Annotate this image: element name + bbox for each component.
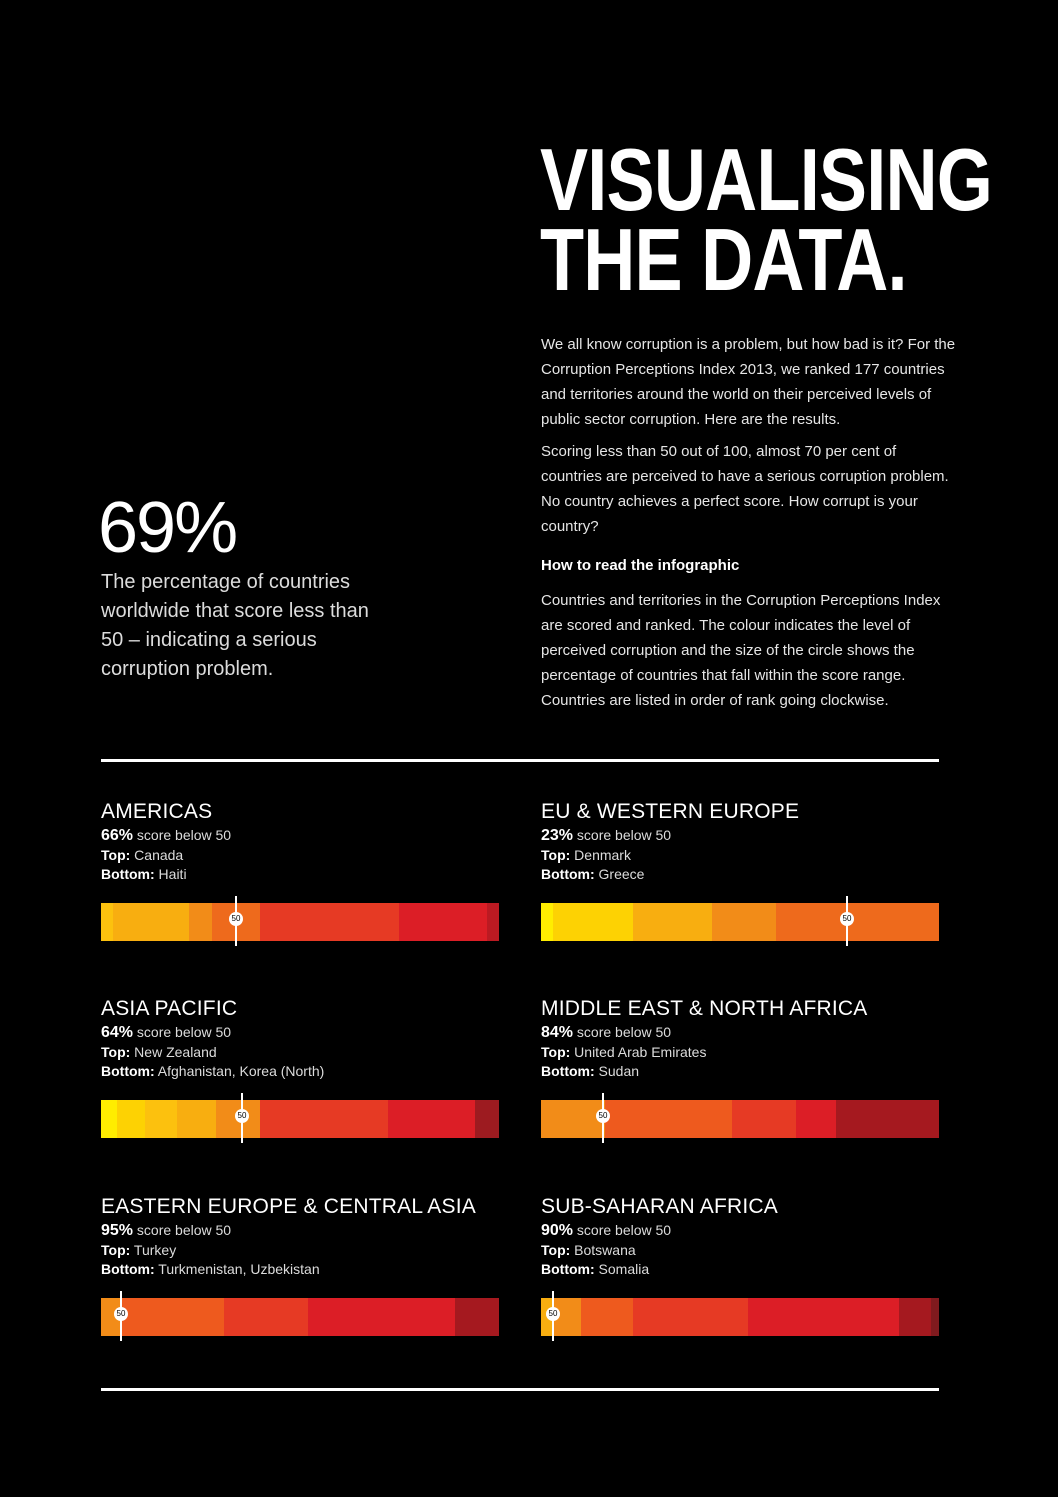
score-bar-segment (475, 1100, 499, 1138)
region-percent-caption: score below 50 (136, 1222, 232, 1238)
intro-paragraph-1: We all know corruption is a problem, but how bad is it? For the Corruption Perceptions Index 2013, we ranked 177 countries and territories around the world on their perceived levels of public sector corruption. Here are the results. (541, 336, 956, 428)
score-bar-segment (581, 1298, 633, 1336)
score-bar-segment (748, 1298, 899, 1336)
bottom-label: Bottom: (541, 866, 595, 882)
region-name: SUB-SAHARAN AFRICA (541, 1195, 778, 1218)
score-bar-segment (177, 1100, 217, 1138)
region-top-line (101, 846, 499, 865)
score-bar-segment (732, 1100, 796, 1138)
score-50-marker-label: 50 (235, 1109, 249, 1123)
score-bar-segment (899, 1298, 931, 1336)
score-bar-segment (541, 1100, 605, 1138)
score-bar-segment (633, 1298, 748, 1336)
region-percent-line (101, 825, 499, 846)
top-label: Top: (541, 1242, 571, 1258)
headline-description: The percentage of countries worldwide that score less than 50 – indicating a serious corruption problem. (101, 571, 369, 680)
score-bar-segment (224, 1298, 308, 1336)
region-percent-caption: score below 50 (576, 1024, 672, 1040)
region-percent: 84% (541, 1024, 574, 1041)
region-top-line (541, 1241, 939, 1260)
region-top-country: New Zealand (134, 1044, 217, 1060)
region-top-line (541, 846, 939, 865)
region-bottom-country: Sudan (598, 1063, 640, 1079)
region-bottom-line (541, 865, 939, 884)
region-percent-caption: score below 50 (136, 827, 232, 843)
howto-heading: How to read the infographic (541, 557, 740, 574)
region-top-line (541, 1043, 939, 1062)
region-percent: 95% (101, 1222, 134, 1239)
region-bottom-country: Somalia (598, 1261, 650, 1277)
region-top-line (101, 1241, 499, 1260)
bottom-label: Bottom: (541, 1261, 595, 1277)
score-50-marker-label: 50 (596, 1109, 610, 1123)
region-percent-line (541, 1220, 939, 1241)
region-percent: 90% (541, 1222, 574, 1239)
region-percent: 23% (541, 827, 574, 844)
score-bar-segment (541, 903, 553, 941)
bottom-label: Bottom: (101, 1261, 155, 1277)
bottom-divider (101, 1388, 939, 1391)
score-50-marker-label: 50 (229, 912, 243, 926)
score-bar-segment (776, 903, 939, 941)
score-bar (101, 903, 499, 941)
score-bar (541, 903, 939, 941)
region-percent-line (101, 1022, 499, 1043)
region-name: AMERICAS (101, 800, 213, 823)
region-percent: 66% (101, 827, 134, 844)
page-title-line-1: VISUALISING (540, 130, 993, 229)
score-bar-segment (260, 903, 399, 941)
score-bar-segment (399, 903, 487, 941)
score-bar-segment (605, 1100, 732, 1138)
region-eu-western-europe (541, 799, 939, 923)
region-percent-caption: score below 50 (576, 1222, 672, 1238)
score-bar-segment (308, 1298, 455, 1336)
top-divider (101, 759, 939, 762)
region-americas (101, 799, 499, 923)
bottom-label: Bottom: (101, 1063, 155, 1079)
score-bar (101, 1100, 499, 1138)
region-name: EASTERN EUROPE & CENTRAL ASIA (101, 1195, 476, 1218)
region-top-line (101, 1043, 499, 1062)
top-label: Top: (101, 1242, 131, 1258)
score-bar-segment (553, 903, 633, 941)
score-bar (541, 1298, 939, 1336)
region-top-country: Turkey (133, 1242, 177, 1258)
region-name: EU & WESTERN EUROPE (541, 800, 800, 823)
score-bar-segment (931, 1298, 939, 1336)
top-label: Top: (101, 1044, 131, 1060)
page-title (540, 130, 993, 309)
score-bar-segment (633, 903, 713, 941)
bottom-label: Bottom: (541, 1063, 595, 1079)
region-name: ASIA PACIFIC (101, 997, 238, 1020)
score-bar-segment (260, 1100, 387, 1138)
region-bottom-country: Turkmenistan, Uzbekistan (158, 1261, 320, 1277)
region-percent-line (541, 1022, 939, 1043)
region-bottom-line (541, 1062, 939, 1081)
score-50-marker-label: 50 (546, 1307, 560, 1321)
score-bar-segment (796, 1100, 836, 1138)
region-percent-line (101, 1220, 499, 1241)
score-bar-segment (145, 1100, 177, 1138)
intro-paragraph-2: Scoring less than 50 out of 100, almost 70 per cent of countries are perceived to have a serious corruption problem. No country achieves a perfect score. How corrupt is your country? (541, 443, 949, 535)
region-eastern-europe-central-asia (101, 1194, 499, 1318)
region-sub-saharan-africa (541, 1194, 939, 1318)
intro-text (541, 332, 961, 720)
score-bar-segment (121, 1298, 224, 1336)
score-bar-segment (117, 1100, 145, 1138)
region-bottom-country: Haiti (158, 866, 187, 882)
score-50-marker-label: 50 (840, 912, 854, 926)
region-top-country: Denmark (574, 847, 631, 863)
top-label: Top: (541, 847, 571, 863)
region-bottom-line (101, 865, 499, 884)
region-percent-caption: score below 50 (136, 1024, 232, 1040)
page-title-line-2: THE DATA. (540, 210, 907, 309)
score-50-marker-label: 50 (114, 1307, 128, 1321)
region-bottom-line (541, 1260, 939, 1279)
region-middle-east-north-africa (541, 996, 939, 1120)
score-bar-segment (101, 1100, 117, 1138)
region-percent-line (541, 825, 939, 846)
region-percent-caption: score below 50 (576, 827, 672, 843)
score-bar-segment (712, 903, 776, 941)
score-bar-segment (113, 903, 189, 941)
region-top-country: Canada (134, 847, 184, 863)
score-bar (101, 1298, 499, 1336)
score-bar-segment (101, 903, 113, 941)
score-bar-segment (388, 1100, 476, 1138)
region-asia-pacific (101, 996, 499, 1120)
region-top-country: United Arab Emirates (574, 1044, 707, 1060)
region-bottom-line (101, 1062, 499, 1081)
score-bar-segment (455, 1298, 499, 1336)
score-bar-segment (487, 903, 499, 941)
region-bottom-country: Greece (598, 866, 645, 882)
region-percent: 64% (101, 1024, 134, 1041)
intro-paragraph-3: Countries and territories in the Corruption Perceptions Index are scored and ranked. The colour indicates the level of perceived corruption and the size of the circle shows the percentage of countries that fall within the score range. Countries are listed in order of rank going clockwise. (541, 592, 941, 709)
headline-percent: 69% (98, 488, 237, 568)
score-bar-segment (189, 903, 213, 941)
region-bottom-line (101, 1260, 499, 1279)
region-name: MIDDLE EAST & NORTH AFRICA (541, 997, 868, 1020)
top-label: Top: (101, 847, 131, 863)
bottom-label: Bottom: (101, 866, 155, 882)
score-bar-segment (836, 1100, 939, 1138)
top-label: Top: (541, 1044, 571, 1060)
region-top-country: Botswana (574, 1242, 636, 1258)
region-bottom-country: Afghanistan, Korea (North) (157, 1063, 325, 1079)
